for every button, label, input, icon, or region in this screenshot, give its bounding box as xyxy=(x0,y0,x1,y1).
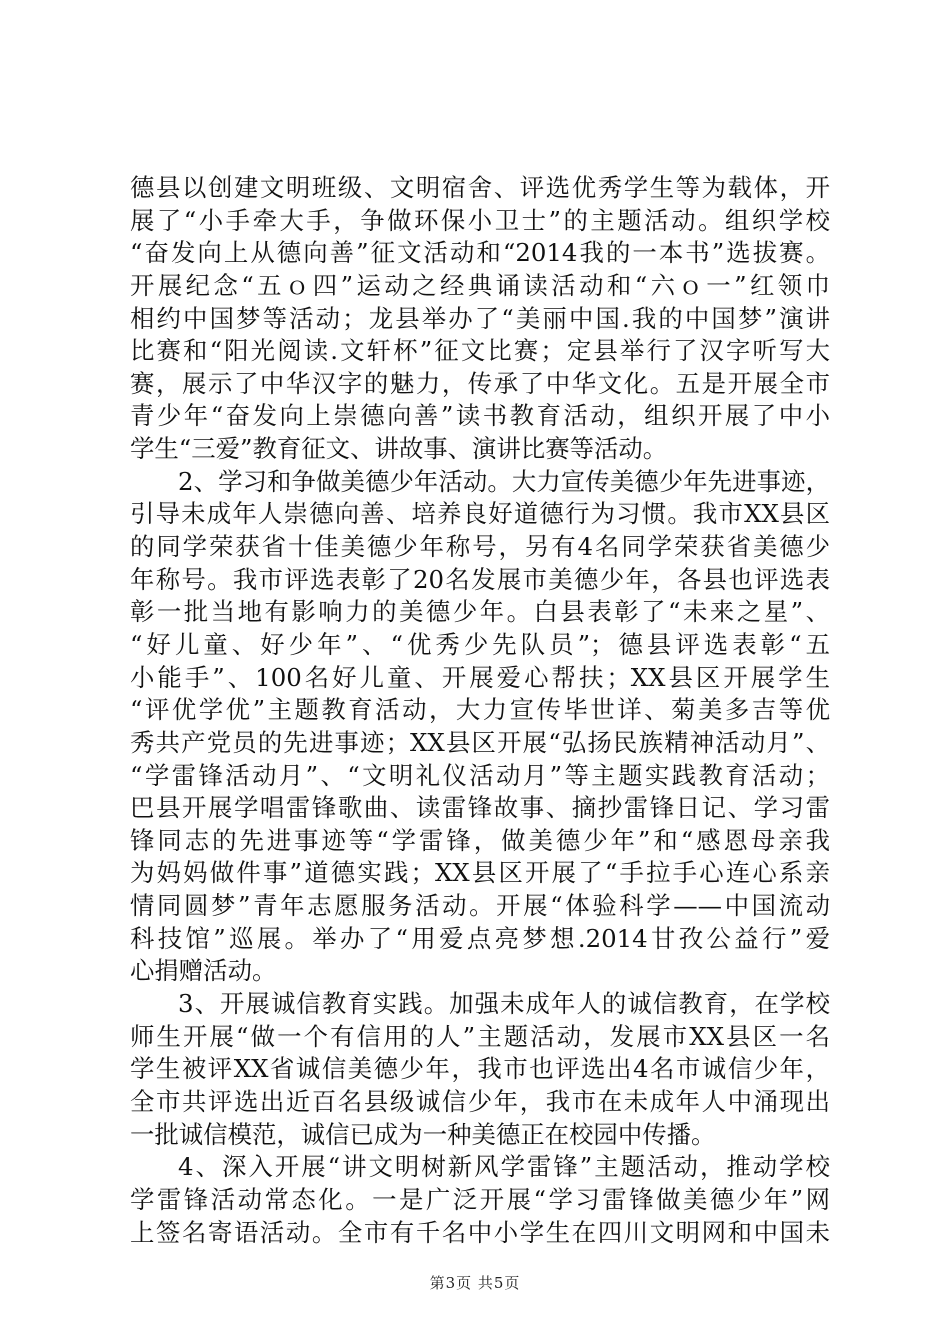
document-body xyxy=(130,172,830,1249)
text-line: 巴县开展学唱雷锋歌曲、读雷锋故事、摘抄雷锋日记、学习雷 xyxy=(130,793,830,823)
text-line: 3、开展诚信教育实践。加强未成年人的诚信教育，在学校 xyxy=(178,989,830,1019)
text-line: 4、深入开展“讲文明树新风学雷锋”主题活动，推动学校 xyxy=(178,1152,830,1182)
text-line: 全市共评选出近百名县级诚信少年，我市在未成年人中涌现出 xyxy=(130,1086,830,1116)
text-line: 师生开展“做一个有信用的人”主题活动，发展市XX县区一名 xyxy=(130,1021,830,1051)
text-line: 一批诚信模范，诚信已成为一种美德正在校园中传播。 xyxy=(130,1119,716,1149)
text-line: 为妈妈做件事”道德实践；XX县区开展了“手拉手心连心系亲 xyxy=(130,858,830,888)
text-line: 学雷锋活动常态化。一是广泛开展“学习雷锋做美德少年”网 xyxy=(130,1184,830,1214)
text-line: “奋发向上从德向善”征文活动和“2014我的一本书”选拔赛。 xyxy=(130,238,830,268)
text-line: 比赛和“阳光阅读.文轩杯”征文比赛；定县举行了汉字听写大 xyxy=(130,336,830,366)
text-line: 相约中国梦等活动；龙县举办了“美丽中国.我的中国梦”演讲 xyxy=(130,303,830,333)
text-line: 展了“小手牵大手，争做环保小卫士”的主题活动。组织学校 xyxy=(130,205,830,235)
text-line: 德县以创建文明班级、文明宿舍、评选优秀学生等为载体，开 xyxy=(130,173,830,202)
text-line: 科技馆”巡展。举办了“用爱点亮梦想.2014甘孜公益行”爱 xyxy=(130,923,830,953)
text-line: 赛，展示了中华汉字的魅力，传承了中华文化。五是开展全市 xyxy=(130,368,830,398)
page-footer: 第3页 共5页 xyxy=(429,1274,521,1292)
text-line: 小能手”、100名好儿童、开展爱心帮扶；XX县区开展学生 xyxy=(130,662,830,692)
text-line: 彰一批当地有影响力的美德少年。白县表彰了“未来之星”、 xyxy=(130,597,830,627)
text-line: 上签名寄语活动。全市有千名中小学生在四川文明网和中国未 xyxy=(130,1217,830,1247)
text-line: 秀共产党员的先进事迹；XX县区开展“弘扬民族精神活动月”、 xyxy=(130,727,830,757)
text-line: 学生被评XX省诚信美德少年，我市也评选出4名市诚信少年， xyxy=(130,1054,830,1084)
text-line: 的同学荣获省十佳美德少年称号，另有4名同学荣获省美德少 xyxy=(130,532,830,562)
text-line: “好儿童、好少年”、“优秀少先队员”；德县评选表彰“五 xyxy=(130,629,830,659)
text-line: 锋同志的先进事迹等“学雷锋，做美德少年”和“感恩母亲我 xyxy=(130,825,830,855)
text-line: 引导未成年人崇德向善、培养良好道德行为习惯。我市XX县区 xyxy=(130,499,830,529)
text-line: 学生“三爱”教育征文、讲故事、演讲比赛等活动。 xyxy=(130,434,668,464)
text-line: 2、学习和争做美德少年活动。大力宣传美德少年先进事迹， xyxy=(178,466,830,496)
text-line: 情同圆梦”青年志愿服务活动。开展“体验科学——中国流动 xyxy=(130,891,830,921)
text-line: “评优学优”主题教育活动，大力宣传毕世详、菊美多吉等优 xyxy=(130,695,830,725)
text-line: 开展纪念“五ｏ四”运动之经典诵读活动和“六ｏ一”红领巾 xyxy=(130,270,830,300)
text-line: “学雷锋活动月”、“文明礼仪活动月”等主题实践教育活动； xyxy=(130,760,830,790)
text-line: 青少年“奋发向上崇德向善”读书教育活动，组织开展了中小 xyxy=(130,401,830,431)
text-line: 年称号。我市评选表彰了20名发展市美德少年，各县也评选表 xyxy=(130,564,830,594)
text-line: 心捐赠活动。 xyxy=(130,956,277,986)
